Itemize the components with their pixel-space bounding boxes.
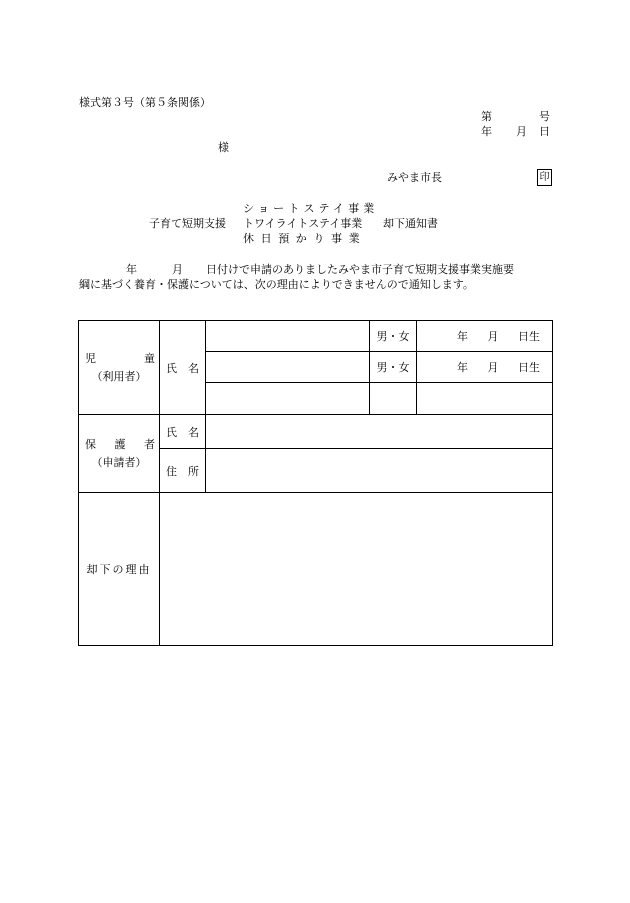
child-name-field-1[interactable]: [206, 321, 370, 352]
date-day: 日: [539, 125, 550, 138]
body-month: 月: [172, 263, 183, 276]
title-prefix: 子育て短期支援: [149, 217, 226, 230]
seal-mark: 印: [537, 169, 552, 186]
guardian-category-cell: [79, 415, 160, 493]
child-gender-3[interactable]: [370, 383, 417, 415]
guardian-name-field[interactable]: [206, 415, 553, 449]
child-sub-label: （利用者）: [91, 369, 147, 383]
body-line2: 綱に基づく養育・保護については、次の理由によりできませんので通知します。: [79, 278, 474, 291]
guardian-address-field[interactable]: [206, 449, 553, 493]
guardian-sub-label: （申請者）: [91, 455, 147, 469]
child-birthdate-2[interactable]: 年 月 日生: [417, 352, 553, 383]
title-service-twilight-stay: トワイライトステイ事業: [243, 217, 363, 230]
guardian-name-label-cell: 氏 名: [160, 415, 206, 449]
addressee-honorific: 様: [218, 141, 229, 154]
child-name-field-3[interactable]: [206, 383, 370, 415]
body-year: 年: [126, 263, 137, 276]
form-number: 様式第３号（第５条関係）: [79, 96, 211, 109]
child-birthdate-3[interactable]: [417, 383, 553, 415]
child-birthdate-1[interactable]: 年 月 日生: [417, 321, 553, 352]
notice-table: [78, 320, 553, 646]
title-service-short-stay: ショートステイ事業: [243, 202, 379, 215]
child-category-cell: [79, 321, 160, 415]
child-name-label-cell: 氏 名: [160, 321, 206, 415]
doc-number-suffix: 号: [539, 110, 550, 123]
reason-label: 却下の理由: [86, 563, 152, 576]
title-suffix: 却下通知書: [383, 217, 438, 230]
guardian-label: 保 護 者: [85, 437, 155, 451]
title-service-holiday-care: 休日預かり事業: [243, 232, 367, 245]
child-gender-2[interactable]: 男・女: [370, 352, 417, 383]
reason-label-cell: [79, 493, 160, 646]
child-label: 児 童: [85, 351, 155, 365]
date-month: 月: [516, 125, 527, 138]
child-gender-1[interactable]: 男・女: [370, 321, 417, 352]
child-name-field-2[interactable]: [206, 352, 370, 383]
date-year: 年: [481, 125, 492, 138]
doc-number-prefix: 第: [481, 110, 492, 123]
guardian-address-label-cell: 住 所: [160, 449, 206, 493]
body-line1: 日付けで申請のありましたみやま市子育て短期支援事業実施要: [206, 263, 514, 276]
issuer-name: みやま市長: [387, 171, 442, 184]
reason-field[interactable]: [160, 493, 553, 646]
